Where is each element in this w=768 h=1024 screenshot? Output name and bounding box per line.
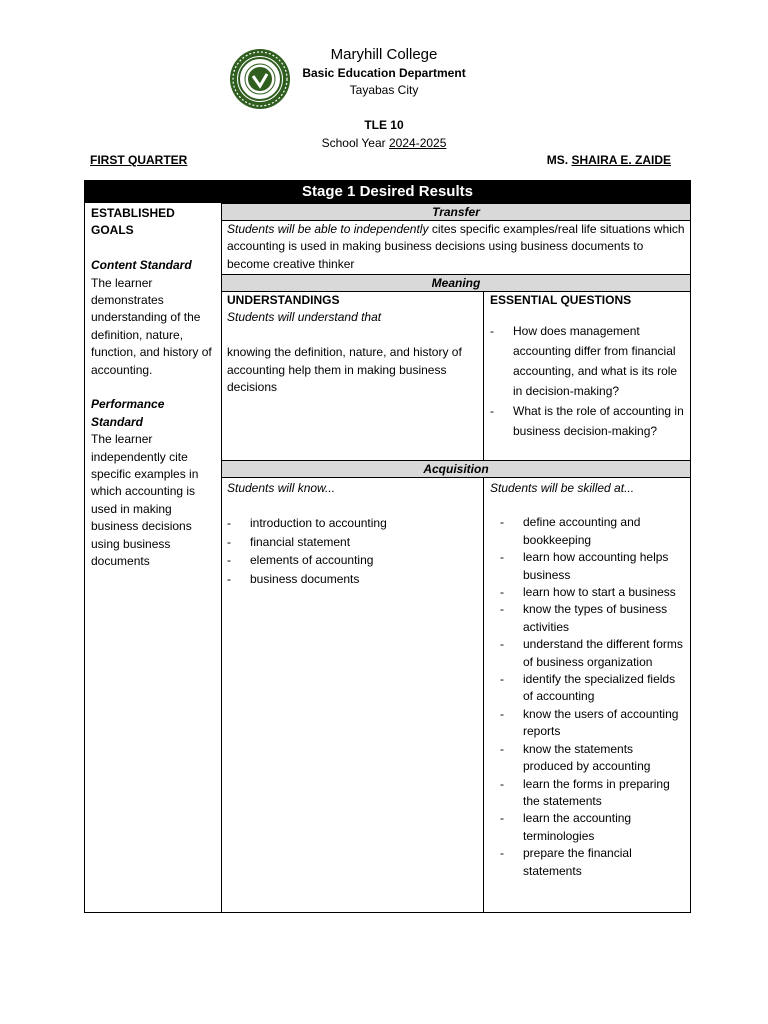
meaning-band: Meaning xyxy=(222,275,690,291)
school-year xyxy=(0,136,768,150)
list-item: - What is the role of accounting in business decision-making? xyxy=(490,401,686,441)
list-item: - know the users of accounting reports xyxy=(490,706,686,741)
stage-title-bar: Stage 1 Desired Results xyxy=(85,181,690,203)
performance-standard-heading: Performance Standard xyxy=(91,397,165,429)
list-item: - learn how accounting helps business xyxy=(490,549,686,584)
list-item: - learn the forms in preparing the statements xyxy=(490,776,686,811)
transfer-text-rest: cites specific examples/real life situations which accounting is used in making business decisions using business documents to become creative thinker xyxy=(227,222,685,271)
department-name: Basic Education Department xyxy=(302,66,466,80)
know-intro: Students will know... xyxy=(227,481,336,495)
understandings-text: knowing the definition, nature, and history of accounting help them in making business decisions xyxy=(227,345,462,395)
understandings-cell xyxy=(227,292,482,396)
list-item: - introduction to accounting xyxy=(227,514,482,533)
students-know-cell xyxy=(227,480,482,588)
performance-standard-text: The learner independently cite specific examples in which accounting is used in making business decisions using business documents xyxy=(91,432,199,569)
essential-questions-cell xyxy=(490,292,686,441)
subject-title: TLE 10 xyxy=(364,118,404,132)
goals-heading: ESTABLISHED GOALS xyxy=(91,206,175,238)
school-year-value: 2024-2025 xyxy=(389,136,447,150)
document-header xyxy=(0,0,768,180)
list-item: - understand the different forms of business organization xyxy=(490,636,686,671)
students-skilled-cell xyxy=(490,480,686,880)
list-item: - financial statement xyxy=(227,533,482,552)
school-name: Maryhill College xyxy=(330,46,438,63)
teacher-full-name: SHAIRA E. ZAIDE xyxy=(571,153,671,167)
skill-list xyxy=(490,514,686,880)
list-item: - learn the accounting terminologies xyxy=(490,810,686,845)
city-name: Tayabas City xyxy=(349,83,419,97)
content-standard-text: The learner demonstrates understanding of the definition, nature, function, and history of accounting. xyxy=(91,275,212,377)
list-item: - define accounting and bookkeeping xyxy=(490,514,686,549)
essential-questions-list xyxy=(490,321,686,441)
quarter-label: FIRST QUARTER xyxy=(90,153,188,167)
understandings-intro: Students will understand that xyxy=(227,310,382,325)
transfer-text xyxy=(227,221,687,273)
list-item: - know the types of business activities xyxy=(490,601,686,636)
list-item: - learn how to start a business xyxy=(490,584,686,601)
skill-intro: Students will be skilled at... xyxy=(490,481,635,495)
acquisition-band: Acquisition xyxy=(222,461,690,477)
list-item: - identify the specialized fields of accounting xyxy=(490,671,686,706)
essential-questions-heading: ESSENTIAL QUESTIONS xyxy=(490,293,632,307)
list-item: - prepare the financial statements xyxy=(490,845,686,880)
know-list xyxy=(227,514,482,588)
transfer-band: Transfer xyxy=(222,204,690,220)
content-standard-heading: Content Standard xyxy=(91,258,192,273)
understandings-heading: UNDERSTANDINGS xyxy=(227,293,340,307)
list-item: - elements of accounting xyxy=(227,551,482,570)
transfer-text-italic: Students will be able to independently xyxy=(227,222,429,236)
teacher-prefix: MS. xyxy=(546,153,569,167)
teacher-name xyxy=(547,153,671,167)
list-item: - How does management accounting differ from financial accounting, and what is its role in decision-making? xyxy=(490,321,686,401)
school-year-label: School Year xyxy=(321,136,386,150)
table-content-layer xyxy=(84,180,691,913)
list-item: - business documents xyxy=(227,570,482,589)
list-item: - know the statements produced by accounting xyxy=(490,741,686,776)
